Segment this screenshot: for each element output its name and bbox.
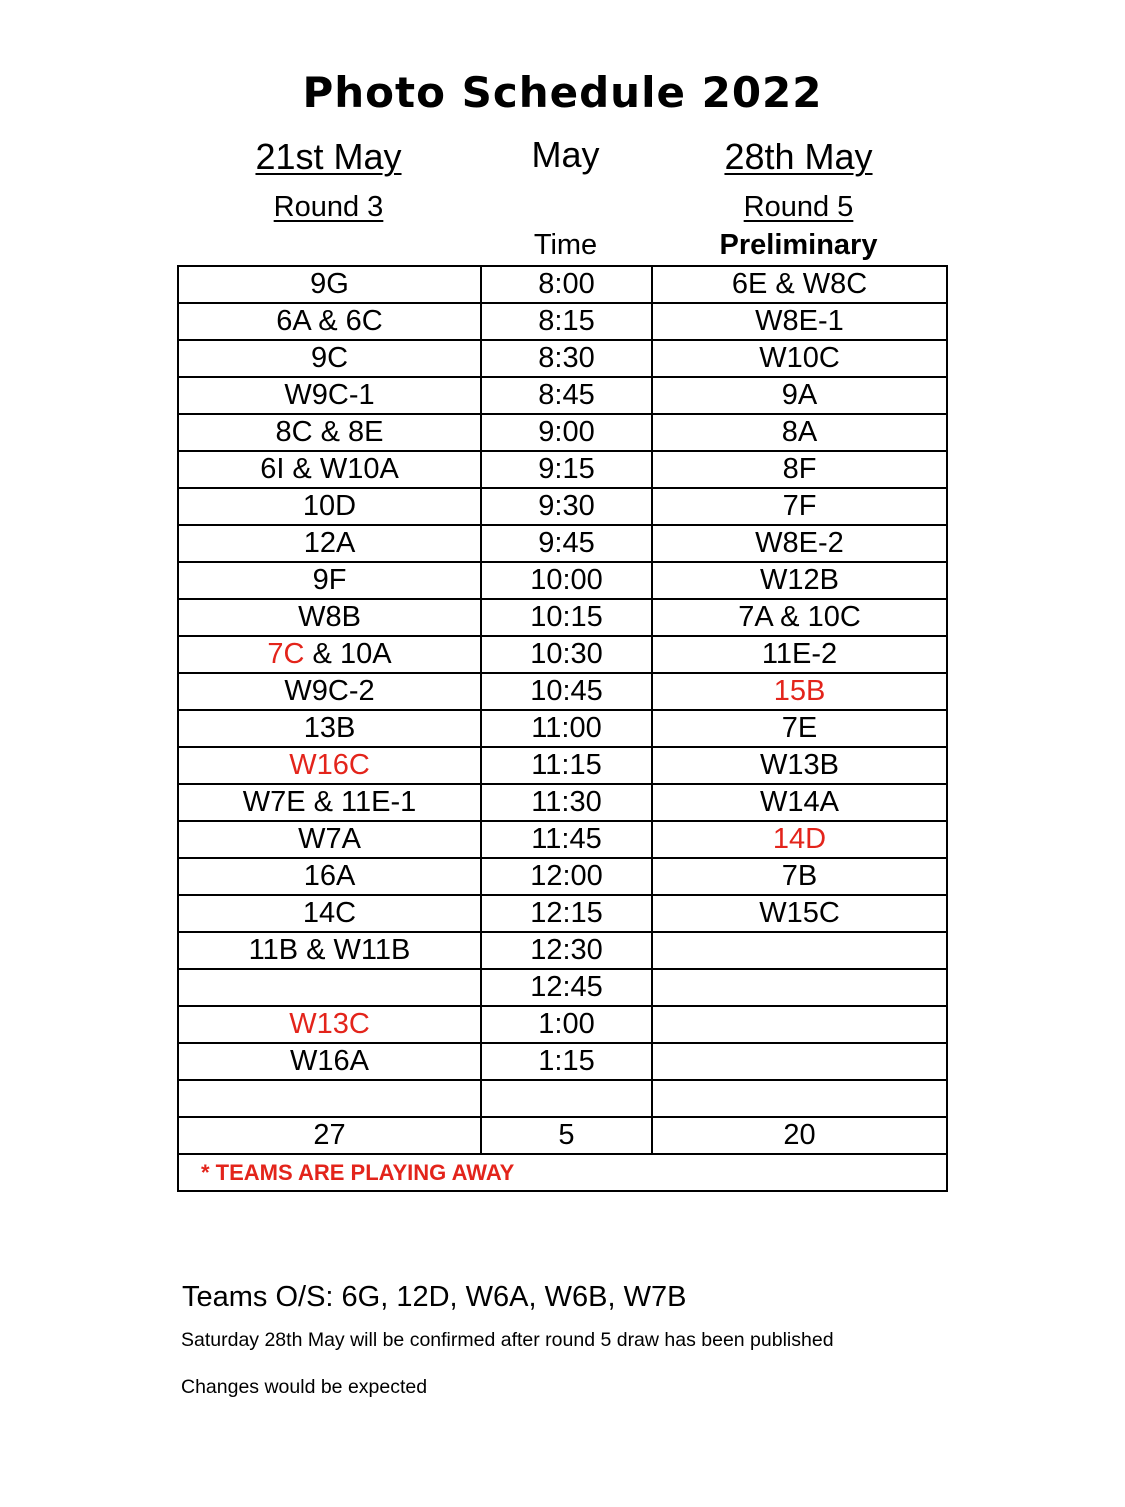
- team-text: 6E & W8C: [731, 268, 868, 300]
- time-cell: 9:45: [481, 525, 652, 562]
- round3-team-cell: [178, 451, 481, 488]
- schedule-row: [178, 303, 947, 340]
- schedule-row: [178, 821, 947, 858]
- schedule-row: [178, 377, 947, 414]
- time-cell: 8:15: [481, 303, 652, 340]
- time-cell: 8:00: [481, 266, 652, 303]
- team-text: 8A: [781, 416, 818, 448]
- time-cell: 10:45: [481, 673, 652, 710]
- team-text: 16A: [303, 860, 356, 892]
- round5-team-cell: [652, 1043, 947, 1080]
- team-text: 14C: [302, 897, 357, 929]
- team-text: 7A & 10C: [738, 601, 861, 633]
- away-team-text: 15B: [773, 675, 826, 707]
- schedule-row: [178, 895, 947, 932]
- time-cell: 12:30: [481, 932, 652, 969]
- team-text: W10C: [759, 342, 840, 374]
- middle-month-heading: May: [531, 134, 600, 175]
- schedule-row: [178, 747, 947, 784]
- team-text: 13B: [303, 712, 356, 744]
- team-text: W15C: [759, 897, 840, 929]
- total-right: 20: [652, 1117, 947, 1154]
- team-text: 11E-2: [761, 638, 838, 670]
- team-text: 9F: [312, 564, 347, 596]
- time-cell: 9:30: [481, 488, 652, 525]
- round5-team-cell: [652, 784, 947, 821]
- schedule-row: [178, 599, 947, 636]
- round3-team-cell: [178, 858, 481, 895]
- page-title: Photo Schedule 2022: [302, 68, 823, 117]
- team-text: 7E: [781, 712, 818, 744]
- changes-note: Changes would be expected: [181, 1376, 428, 1398]
- round5-team-cell: [652, 821, 947, 858]
- team-text: 6A & 6C: [276, 305, 383, 337]
- team-text: W7A: [298, 823, 361, 855]
- round3-team-cell: [178, 340, 481, 377]
- time-cell: 11:30: [481, 784, 652, 821]
- team-text: W12B: [760, 564, 839, 596]
- schedule-rows: [178, 266, 947, 1117]
- round5-team-cell: [652, 710, 947, 747]
- team-text: 7F: [782, 490, 817, 522]
- schedule-row: [178, 932, 947, 969]
- round3-team-cell: [178, 895, 481, 932]
- totals-row: [178, 1117, 947, 1154]
- team-text: W14A: [760, 786, 839, 818]
- team-text: 8C & 8E: [275, 416, 384, 448]
- round5-team-cell: [652, 488, 947, 525]
- teams-outstanding: Teams O/S: 6G, 12D, W6A, W6B, W7B: [182, 1281, 687, 1313]
- schedule-row: [178, 266, 947, 303]
- total-middle: 5: [481, 1117, 652, 1154]
- team-text: 9A: [781, 379, 818, 411]
- round5-team-cell: [652, 673, 947, 710]
- round5-team-cell: [652, 562, 947, 599]
- round3-team-cell: [178, 599, 481, 636]
- away-team-text: 14D: [772, 823, 827, 855]
- round5-team-cell: [652, 858, 947, 895]
- time-column-label: Time: [533, 229, 598, 261]
- team-text: W9C-1: [284, 379, 375, 411]
- time-cell: 12:00: [481, 858, 652, 895]
- left-round-label: Round 3: [273, 191, 384, 223]
- round5-team-cell: [652, 451, 947, 488]
- time-cell: 10:30: [481, 636, 652, 673]
- team-text: 10D: [302, 490, 357, 522]
- schedule-row: [178, 1043, 947, 1080]
- schedule-row: [178, 562, 947, 599]
- round5-team-cell: [652, 747, 947, 784]
- schedule-row: [178, 451, 947, 488]
- round3-team-cell: [178, 969, 481, 1006]
- time-cell: 12:15: [481, 895, 652, 932]
- right-date-heading: 28th May: [724, 136, 873, 177]
- time-cell: 1:15: [481, 1043, 652, 1080]
- right-round-label: Round 5: [743, 191, 854, 223]
- round5-team-cell: [652, 303, 947, 340]
- time-cell: 1:00: [481, 1006, 652, 1043]
- round5-team-cell: [652, 636, 947, 673]
- team-text: 6I & W10A: [260, 453, 399, 485]
- round3-team-cell: [178, 747, 481, 784]
- schedule-row: [178, 1080, 947, 1117]
- round3-team-cell: [178, 303, 481, 340]
- team-text: 12A: [303, 527, 356, 559]
- schedule-row: [178, 784, 947, 821]
- team-text: 8F: [782, 453, 817, 485]
- round3-team-cell: [178, 784, 481, 821]
- round5-team-cell: [652, 599, 947, 636]
- confirmation-note: Saturday 28th May will be confirmed after round 5 draw has been published: [181, 1329, 834, 1351]
- round5-team-cell: [652, 525, 947, 562]
- team-text: 9G: [310, 268, 349, 300]
- round3-team-cell: [178, 488, 481, 525]
- schedule-row: [178, 636, 947, 673]
- schedule-row: [178, 969, 947, 1006]
- time-cell: 11:00: [481, 710, 652, 747]
- round3-team-cell: [178, 710, 481, 747]
- round3-team-cell: [178, 821, 481, 858]
- round5-team-cell: [652, 1006, 947, 1043]
- time-cell: 10:15: [481, 599, 652, 636]
- round5-team-cell: [652, 969, 947, 1006]
- time-cell: 9:00: [481, 414, 652, 451]
- time-cell: 8:30: [481, 340, 652, 377]
- round3-team-cell: [178, 266, 481, 303]
- team-text: 7B: [781, 860, 818, 892]
- time-cell: 12:45: [481, 969, 652, 1006]
- round5-team-cell: [652, 1080, 947, 1117]
- round3-team-cell: [178, 377, 481, 414]
- away-team-text: W13C: [289, 1008, 370, 1040]
- schedule-row: [178, 525, 947, 562]
- team-text: 9C: [310, 342, 349, 374]
- schedule-row: [178, 414, 947, 451]
- round3-team-cell: [178, 673, 481, 710]
- team-text: 11B & W11B: [248, 934, 411, 966]
- round3-team-cell: [178, 1043, 481, 1080]
- schedule-row: [178, 1006, 947, 1043]
- away-team-text: W16C: [289, 749, 370, 781]
- time-cell: 9:15: [481, 451, 652, 488]
- team-text: & 10A: [304, 638, 392, 670]
- round5-team-cell: [652, 377, 947, 414]
- schedule-row: [178, 340, 947, 377]
- time-cell: 8:45: [481, 377, 652, 414]
- team-text: W8E-1: [755, 305, 844, 337]
- away-team-text: 7C: [267, 638, 305, 670]
- round3-team-cell: [178, 1006, 481, 1043]
- round3-team-cell: [178, 562, 481, 599]
- round5-team-cell: [652, 340, 947, 377]
- time-cell: 10:00: [481, 562, 652, 599]
- schedule-row: [178, 858, 947, 895]
- note-row: [178, 1154, 947, 1191]
- round3-team-cell: [178, 1080, 481, 1117]
- round3-team-cell: [178, 414, 481, 451]
- schedule-row: [178, 710, 947, 747]
- time-cell: 11:15: [481, 747, 652, 784]
- round5-team-cell: [652, 414, 947, 451]
- team-text: W7E & 11E-1: [242, 786, 417, 818]
- total-left: 27: [178, 1117, 481, 1154]
- time-cell: 11:45: [481, 821, 652, 858]
- schedule-row: [178, 488, 947, 525]
- round5-team-cell: [652, 266, 947, 303]
- schedule-table: [177, 265, 948, 1192]
- round5-team-cell: [652, 895, 947, 932]
- round3-team-cell: [178, 932, 481, 969]
- team-text: W8B: [298, 601, 361, 633]
- team-text: W16A: [290, 1045, 369, 1077]
- preliminary-label: Preliminary: [719, 229, 878, 261]
- team-text: W8E-2: [755, 527, 844, 559]
- round5-team-cell: [652, 932, 947, 969]
- left-date-heading: 21st May: [255, 136, 402, 177]
- round3-team-cell: [178, 525, 481, 562]
- round3-team-cell: [178, 636, 481, 673]
- away-note: * TEAMS ARE PLAYING AWAY: [178, 1154, 947, 1191]
- team-text: W13B: [760, 749, 839, 781]
- team-text: W9C-2: [284, 675, 375, 707]
- time-cell: [481, 1080, 652, 1117]
- schedule-row: [178, 673, 947, 710]
